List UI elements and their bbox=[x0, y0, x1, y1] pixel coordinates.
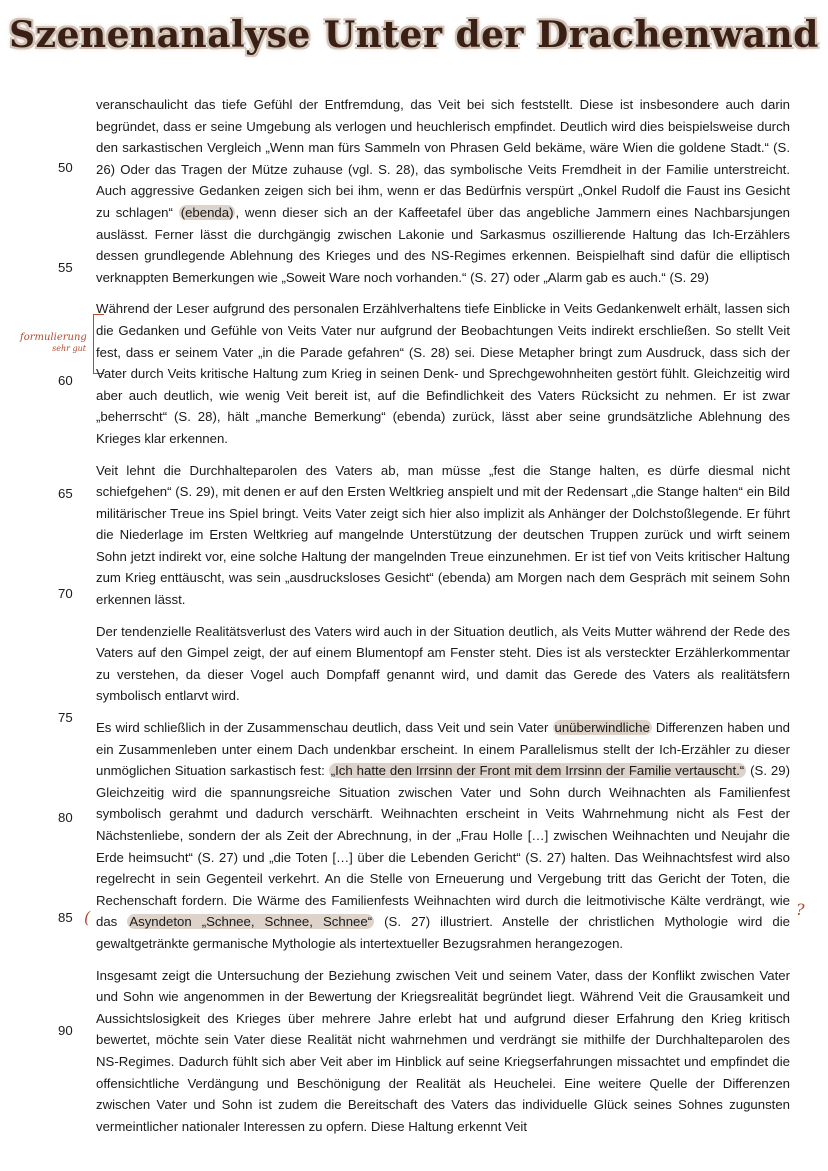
text-segment: Differenzen haben und ein Zusammenleben unter einem Dach undenkbar erscheint. In einem Parallelismus stellt der Ich-Erzähler zu dieser unmöglichen Situation sarkastisch fest: bbox=[96, 720, 790, 779]
text-segment: (S. 29) Gleichzeitig wird die spannungsreiche Situation zwischen Vater und Sohn durch Weihnachten als Familienfest symbolisch gerahmt und dadurch verschärft. Weihnachten erscheint in Veits Wahrnehmung nicht als Fest der Nächstenliebe, sondern der als Zeit der Abrechnung, in der „Frau Holle […] zwischen Weihnachten und Neujahr die Erde heimsucht“ (S. 27) und „die Toten […] über die Lebenden Gericht“ (S. 27) halten. Das Weihnachtsfest wird also regelrecht in sein Gegenteil verkehrt. An die Stelle von Erneuerung und Vergebung tritt das Gericht der Toten, die Rechenschaft fordern. Die Wärme des Familienfests Weihnachten wird durch die leitmotivische Kälte verdrängt, wie das bbox=[96, 763, 790, 930]
highlighted-phrase: unüberwindliche bbox=[554, 720, 650, 736]
text-segment: Während der Leser aufgrund des personalen Erzählverhaltens tiefe Einblicke in Veits Gedankenwelt erhält, lassen sich die Gedanken und Gefühle von Veits Vater nur aufgrund der Beobachtungen Veits indirekt erschließen. So stellt Veit fest, dass er seinem Vater „in die Parade gefahren“ (S. 28) sei. Diese Metapher bringt zum Ausdruck, dass sich der Vater durch Veits kritische Haltung zum Krieg in seinen Denk- und Sprechgewohnheiten gestört fühlt. Gleichzeitig wird aber auch deutlich, wie wenig Veit bereit ist, auf die Befindlichkeit des Vaters Rücksicht zu nehmen. Er ist zwar „beherrscht“ (S. 28), hält „manche Bemerkung“ (ebenda) zurück, lässt aber seine grundsätzliche Ablehnung des Krieges klar erkennen. bbox=[96, 301, 790, 446]
paragraph bbox=[96, 621, 790, 707]
line-number: 50 bbox=[58, 160, 73, 175]
line-number: 55 bbox=[58, 260, 73, 275]
text-segment: , wenn dieser sich an der Kaffeetafel über das angebliche Jammern eines Nachbarsjungen auslässt. Ferner lässt die durchgängig zwischen Lakonie und Sarkasmus oszillierende Haltung das Ich-Erzählers dessen grundlegende Ablehnung des Krieges und des NS-Regimes erkennen. Beispielhaft sind dafür die elliptisch verknappten Bemerkungen wie „Soweit Ware noch vorhanden.“ (S. 27) oder „Alarm gab es auch.“ (S. 29) bbox=[96, 204, 791, 285]
paragraph bbox=[96, 94, 790, 288]
paragraph bbox=[96, 965, 790, 1138]
line-number: 75 bbox=[58, 710, 73, 725]
paragraph bbox=[96, 460, 790, 611]
text-segment: Veit lehnt die Durchhalteparolen des Vaters ab, man müsse „fest die Stange halten, es dürfe diesmal nicht schiefgehen“ (S. 29), mit denen er auf den Ersten Weltkrieg anspielt und mit der Redensart „die Stange halten“ ein Bild militärischer Treue ins Spiel bringt. Veits Vater zeigt sich hier also implizit als Anhänger der Dolchstoßlegende. Er führt die Niederlage im Ersten Weltkrieg auf mangelnde Unterstützung der deutschen Truppen zurück und wirft seinem Sohn jetzt indirekt vor, eine solche Haltung der mangelnden Treue einzunehmen. Er ist tief von Veits kritischer Haltung zum Krieg enttäuscht, was sein „ausdrucksloses Gesicht“ (ebenda) am Morgen nach dem Gespräch mit seinem Sohn erkennen lässt. bbox=[96, 462, 790, 608]
highlighted-phrase: „Ich hatte den Irrsinn der Front mit dem Irrsinn der Familie vertauscht.“ bbox=[330, 763, 745, 779]
margin-note bbox=[20, 332, 86, 354]
paragraph bbox=[96, 298, 790, 449]
highlighted-phrase: (ebenda) bbox=[180, 204, 234, 220]
line-number: 85 bbox=[58, 910, 73, 925]
analysis-text bbox=[96, 94, 790, 1147]
highlighted-phrase: Asyndeton „Schnee, Schnee, Schnee“ bbox=[129, 914, 373, 930]
text-segment: (S. 27) illustriert. Anstelle der christlichen Mythologie wird die gewaltgetränkte germanische Mythologie als intertextueller Bezugsrahmen herangezogen. bbox=[96, 914, 791, 951]
text-segment: Es wird schließlich in der Zusammenschau deutlich, dass Veit und sein Vater bbox=[96, 720, 553, 736]
text-segment: Der tendenzielle Realitätsverlust des Vaters wird auch in der Situation deutlich, als Veits Mutter während der Rede des Vaters auf den Gimpel zeigt, der auf einem Blumentopf am Fenster steht. Dies ist als versteckter Erzählerkommentar zu verstehen, da dieser Vogel auch Dompfaff genannt wird, und damit das Gerede des Vaters als realitätsfern symbolisch entlarvt wird. bbox=[96, 623, 790, 704]
right-margin-mark: ? bbox=[796, 900, 805, 919]
paragraph bbox=[96, 717, 790, 955]
line-number: 80 bbox=[58, 810, 73, 825]
page-title: Szenenanalyse Unter der Drachenwand bbox=[9, 14, 819, 56]
line-number: 90 bbox=[58, 1023, 73, 1038]
margin-note-line-1: formulierung bbox=[20, 332, 87, 343]
line-number: 70 bbox=[58, 586, 73, 601]
left-margin-mark: ( bbox=[84, 908, 91, 927]
margin-note-line-2: sehr gut bbox=[52, 344, 86, 353]
text-segment: veranschaulicht das tiefe Gefühl der Entfremdung, das Veit bei sich feststellt. Diese ist insbesondere auch darin begründet, dass er seine Umgebung als verlogen und heuchlerisch empfindet. Deutlich wird dies beispielsweise durch den sarkastischen Vergleich „Wenn man fürs Sammeln von Phrasen Geld bekäme, wäre Wien die goldene Stadt.“ (S. 26) Oder das Tragen der Mütze zuhause (vgl. S. 28), das symbolische Veits Fremdheit in der Familie unterstreicht. Auch aggressive Gedanken zeigen sich bei ihm, wenn er das Bedürfnis verspürt „Onkel Rudolf die Faust ins Gesicht zu schlagen“ bbox=[96, 97, 790, 220]
text-segment: Insgesamt zeigt die Untersuchung der Beziehung zwischen Veit und seinem Vater, dass der Konflikt zwischen Vater und Sohn wie angenommen in der Bewertung der Kriegsrealität begründet liegt. Während Veit die Grausamkeit und Aussichtslosigkeit des Krieges über mehrere Jahre erlebt hat und aufgrund dieser Erfahrung den Krieg kritisch bewertet, möchte sein Vater diese Realität nicht wahrnehmen und verdrängt sie mithilfe der Durchhalteparolen des NS-Regimes. Dadurch fühlt sich aber Veit aber im Hinblick auf seine Kriegserfahrungen missachtet und empfindet die offensichtliche Verdängung und Beschönigung der Realität als Heuchelei. Eine weitere Quelle der Differenzen zwischen Vater und Sohn ist zudem die Bereitschaft des Vaters das individuelle Glück seines Sohnes zugunsten vermeintlicher nationaler Interessen zu opfern. Diese Haltung erkennt Veit bbox=[96, 967, 790, 1134]
line-number: 60 bbox=[58, 373, 73, 388]
line-number: 65 bbox=[58, 486, 73, 501]
